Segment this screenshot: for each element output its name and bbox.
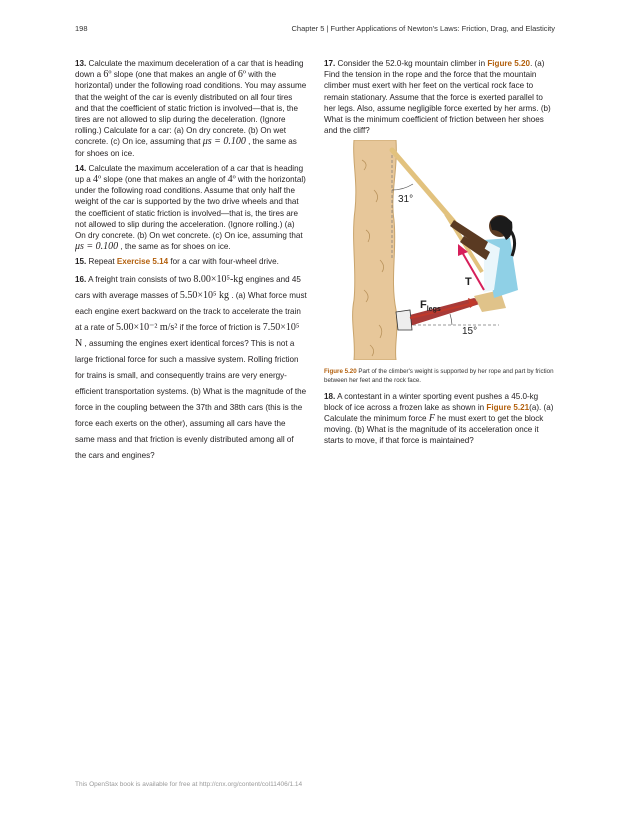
problem-text: slope (one that makes an angle of [111, 70, 238, 80]
math-mass: 5.50×10⁵ kg [179, 289, 229, 301]
rope [392, 150, 454, 222]
problem-14 [75, 163, 307, 253]
math-angle: 6º [237, 69, 247, 81]
problem-text: he must exert to get the block moving. (b) What is the magnitude of its acceleration once it starts to move, if that force is maintained? [324, 414, 544, 446]
angle-label-bottom: 15° [462, 326, 478, 338]
problem-number: 18. [324, 391, 336, 401]
problem-number: 16. [75, 274, 87, 284]
problem-number: 14. [75, 163, 87, 173]
caption-label: Figure 5.20 [324, 367, 357, 375]
problem-text: , assuming the engines exert identical forces? This is not a large frictional force for such a massive system. Rolling friction for trains is small, and consequently trains are very energy-efficient transportation systems. (b) What is the magnitude of the force in the coupling between the 37th and 38th cars (this is the force each exerts on the other), assuming all cars have the same mass and that friction is evenly distributed among all of the cars and engines? [75, 338, 307, 460]
problem-text: slope (one that makes an angle of [101, 175, 228, 185]
math-angle: 4º [227, 174, 236, 186]
problem-15 [75, 256, 307, 267]
problem-text: Repeat [86, 257, 117, 267]
tension-label: T [465, 276, 472, 289]
math-acceleration: 5.00×10⁻² m/s² [115, 321, 178, 333]
page-number: 198 [75, 24, 88, 33]
problem-number: 17. [324, 59, 336, 68]
climber-illustration [324, 140, 556, 360]
problem-text: , the same as for shoes on ice. [75, 137, 297, 158]
problem-text: , the same as for shoes on ice. [118, 242, 231, 252]
problem-16 [75, 272, 307, 464]
problem-text: with the horizontal) under the following road conditions. Assume that only half the weight of the car is supported by the two drive wheels and that the coefficient of static friction is involved—that is, the tires are not allowed to slip during the acceleration. (Ignore rolling.) (a) On dry concrete. (b) On wet concrete. (c) On ice, assuming that [75, 175, 306, 241]
rock-face [353, 140, 397, 360]
figure-link[interactable]: Figure 5.21 [486, 402, 530, 412]
problem-text: A contestant in a winter sporting event pushes a 45.0-kg block of ice across a frozen lake as shown in [324, 391, 539, 412]
problem-number: 13. [75, 59, 87, 68]
angle-label-top: 31° [398, 194, 414, 206]
problem-18 [324, 391, 556, 447]
math-force: 7.50×10⁵ N [75, 321, 300, 349]
math-mass: 8.00×10⁵-kg [193, 273, 244, 285]
problem-text: . (a) What force must each engine exert backward on the track to accelerate the train at a rate of [75, 290, 307, 332]
figure-link[interactable]: Figure 5.20 [487, 59, 531, 68]
figure-caption [324, 367, 556, 385]
problem-number: 15. [75, 257, 87, 267]
problem-text: with the horizontal) under the following road conditions. You may assume that the weight of the car is evenly distributed on all four tires and that the coefficient of static friction is involved—that is, the tires are not allowed to slip during the deceleration. (Ignore rolling.) Calculate for a car: (a) On dry concrete. (b) On wet concrete. (c) On ice, assuming that [75, 70, 307, 147]
math-coefficient: μs = 0.100 [75, 241, 119, 253]
climber-shoes [396, 310, 412, 330]
problem-text: for a car with four-wheel drive. [168, 257, 279, 267]
math-angle: 6º [103, 69, 112, 81]
footer-note: This OpenStax book is available for free at http://cnx.org/content/col11406/1.14 [75, 781, 303, 788]
left-column [75, 58, 307, 468]
problem-text: Consider the 52.0-kg mountain climber in [335, 59, 488, 68]
force-legs-label: $F_{legs}$ [420, 299, 441, 314]
problem-17 [324, 58, 556, 136]
math-coefficient: μs = 0.100 [202, 136, 246, 148]
problem-13 [75, 58, 307, 159]
problem-text: A freight train consists of two [86, 274, 194, 284]
math-force-symbol: F [428, 413, 435, 425]
problem-text: Calculate the maximum acceleration of a car that is heading up a [75, 163, 304, 185]
exercise-link[interactable]: Exercise 5.14 [116, 257, 169, 267]
math-angle: 4º [93, 174, 102, 186]
right-column [324, 58, 556, 451]
problem-text: if the force of friction is [177, 322, 263, 332]
chapter-title: Chapter 5 | Further Applications of Newton's Laws: Friction, Drag, and Elasticity [291, 24, 555, 33]
caption-text: Part of the climber's weight is supported by her rope and part by friction between her feet and the rock face. [324, 367, 554, 384]
figure-5-20 [324, 140, 556, 360]
problem-text: . (a) Find the tension in the rope and the force that the mountain climber must exert with her feet on the vertical rock face to remain stationary. Assume that the force is exerted parallel to her legs. Also, assume negligible force exerted by her arms. (b) What is the minimum coefficient of friction between her shoes and the cliff? [324, 59, 551, 136]
problem-text: Calculate the maximum deceleration of a car that is heading down a [75, 59, 304, 80]
problem-text: (a). (a) Calculate the minimum force [324, 402, 554, 424]
problem-text: engines and 45 cars with average masses of [75, 274, 301, 300]
